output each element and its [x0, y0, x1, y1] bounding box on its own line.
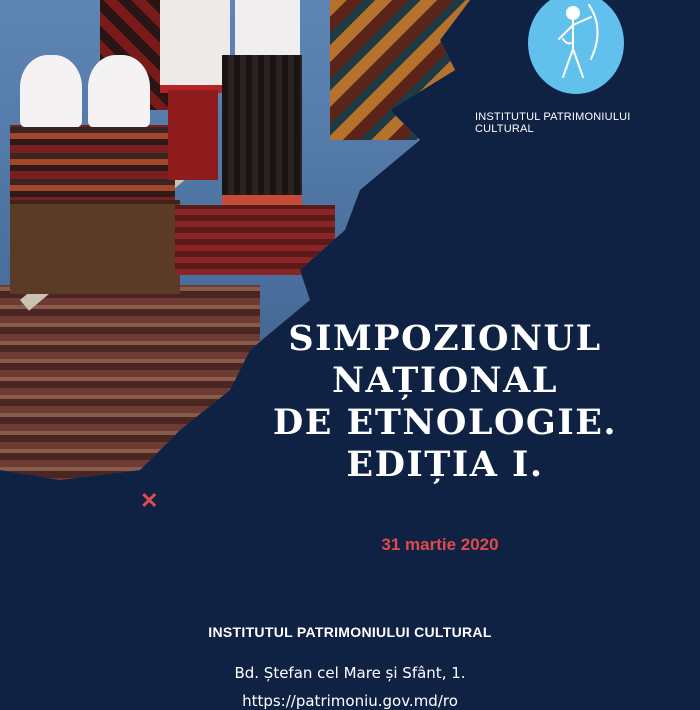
title-line: NAȚIONAL [332, 360, 558, 401]
photo-pillow [20, 55, 82, 127]
photo-red-skirt [168, 90, 218, 180]
photo-right-rug [330, 0, 470, 140]
cross-icon: ✕ [140, 488, 159, 513]
photo-pillow [88, 55, 150, 127]
photo-blanket-stack [10, 125, 175, 205]
logo-caption: INSTITUTUL PATRIMONIULUI CULTURAL [475, 111, 631, 135]
photo-dark-garment [222, 55, 302, 211]
title-line: EDIȚIA I. [346, 444, 544, 485]
event-date: 31 martie 2020 [381, 535, 499, 554]
event-title [250, 318, 640, 486]
photo-bench [175, 205, 335, 275]
photo-white-shirt [235, 0, 300, 55]
title-line: DE ETNOLOGIE. [272, 402, 618, 443]
photo-wooden-chest [10, 200, 180, 294]
institute-logo [528, 0, 624, 94]
footer-address: Bd. Ștefan cel Mare și Sfânt, 1. [234, 664, 466, 682]
footer-url[interactable]: https://patrimoniu.gov.md/ro [242, 692, 458, 710]
photo-embroidered-shirt [160, 0, 230, 93]
footer-organization: INSTITUTUL PATRIMONIULUI CULTURAL [208, 624, 492, 640]
photo-floor-rug [0, 285, 260, 485]
title-line: SIMPOZIONUL [288, 318, 602, 359]
figure-with-bow-icon [541, 0, 611, 87]
